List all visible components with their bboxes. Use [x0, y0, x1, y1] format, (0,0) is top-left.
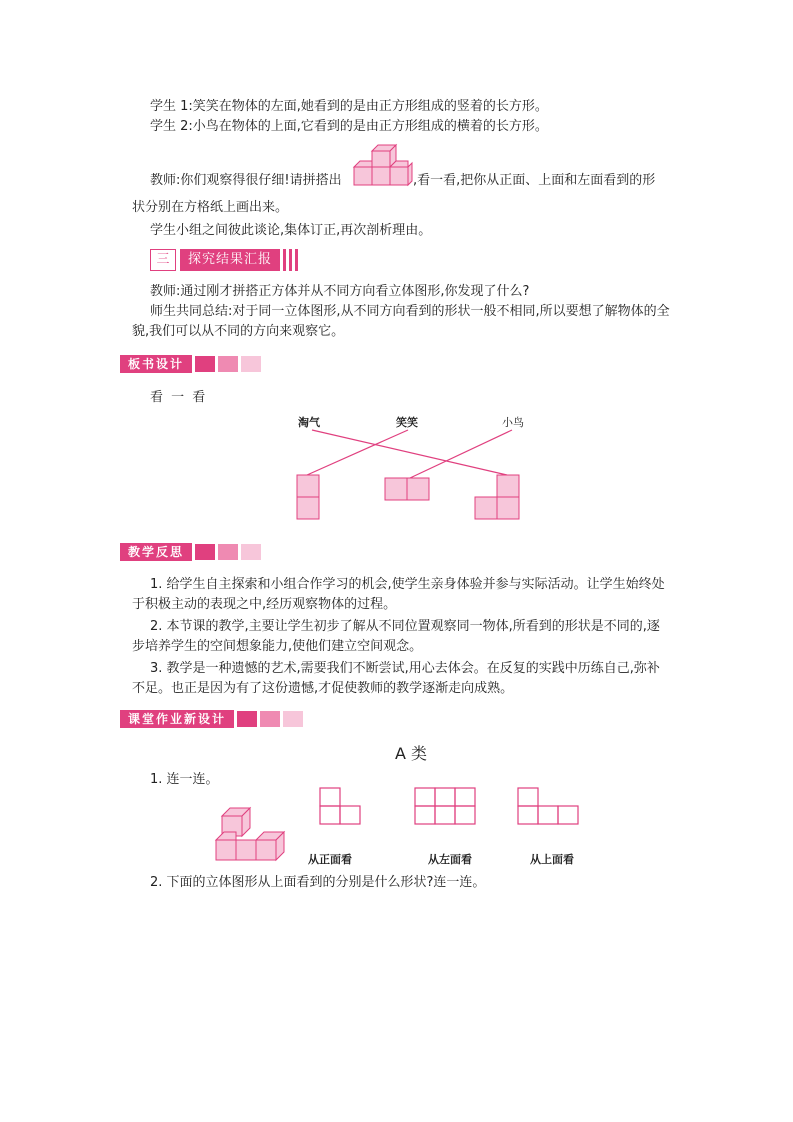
section3-title: 探究结果汇报 [180, 249, 280, 271]
teacher-instruction-b: ,看一看,把你从正面、上面和左面看到的形 [413, 173, 656, 188]
3d-cube-figure [216, 808, 284, 860]
view-label-front: 从正面看 [308, 853, 352, 866]
view-shape-3 [518, 788, 578, 824]
teacher-instruction-c: 状分别在方格纸上画出来。 [132, 200, 289, 215]
summary-paragraph: 师生共同总结:对于同一立体图形,从不同方向看到的形状一般不相同,所以要想了解物体的全貌,我们可以从不同的方向来观察它。 [132, 304, 670, 339]
reflection-item-3: 3. 教学是一种遗憾的艺术,需要我们不断尝试,用心去体会。在反复的实践中历练自己,弥补不足。也正是因为有了这份遗憾,才促使教师的教学逐渐走向成熟。 [132, 661, 660, 696]
class-a-title: A 类 [395, 744, 428, 763]
teacher-question: 教师:通过刚才拼搭正方体并从不同方向看立体图形,你发现了什么? [150, 284, 530, 299]
label-taoqi: 淘气 [298, 416, 320, 429]
board-title: 看 一 看 [150, 390, 208, 405]
question-2: 2. 下面的立体图形从上面看到的分别是什么形状?连一连。 [150, 875, 486, 890]
label-xiaoxiao: 笑笑 [396, 416, 418, 429]
view-label-left: 从左面看 [428, 853, 472, 866]
question-1: 1. 连一连。 [150, 772, 219, 787]
section3-number: 三 [150, 249, 176, 271]
reflection-label: 教学反思 [120, 543, 192, 561]
label-xiaoniao: 小鸟 [502, 416, 524, 429]
board-design-label: 板书设计 [120, 355, 192, 373]
view-shape-1 [320, 788, 360, 824]
view-shape-2 [415, 788, 475, 824]
student1-line: 学生 1:笑笑在物体的左面,她看到的是由正方形组成的竖着的长方形。 [150, 99, 548, 114]
reflection-item-2: 2. 本节课的教学,主要让学生初步了解从不同位置观察同一物体,所看到的形状是不同的,逐步培养学生的空间想象能力,使他们建立空间观念。 [132, 619, 660, 654]
reflection-item-1: 1. 给学生自主探索和小组合作学习的机会,使学生亲身体验并参与实际活动。让学生始终处于积极主动的表现之中,经历观察物体的过程。 [132, 577, 665, 612]
group-discussion-line: 学生小组之间彼此谈论,集体订正,再次剖析理由。 [150, 223, 432, 238]
homework-label: 课堂作业新设计 [120, 710, 234, 728]
view-label-top: 从上面看 [530, 853, 574, 866]
teacher-instruction-a: 教师:你们观察得很仔细!请拼搭出 [150, 173, 342, 188]
student2-line: 学生 2:小鸟在物体的上面,它看到的是由正方形组成的横着的长方形。 [150, 119, 548, 134]
